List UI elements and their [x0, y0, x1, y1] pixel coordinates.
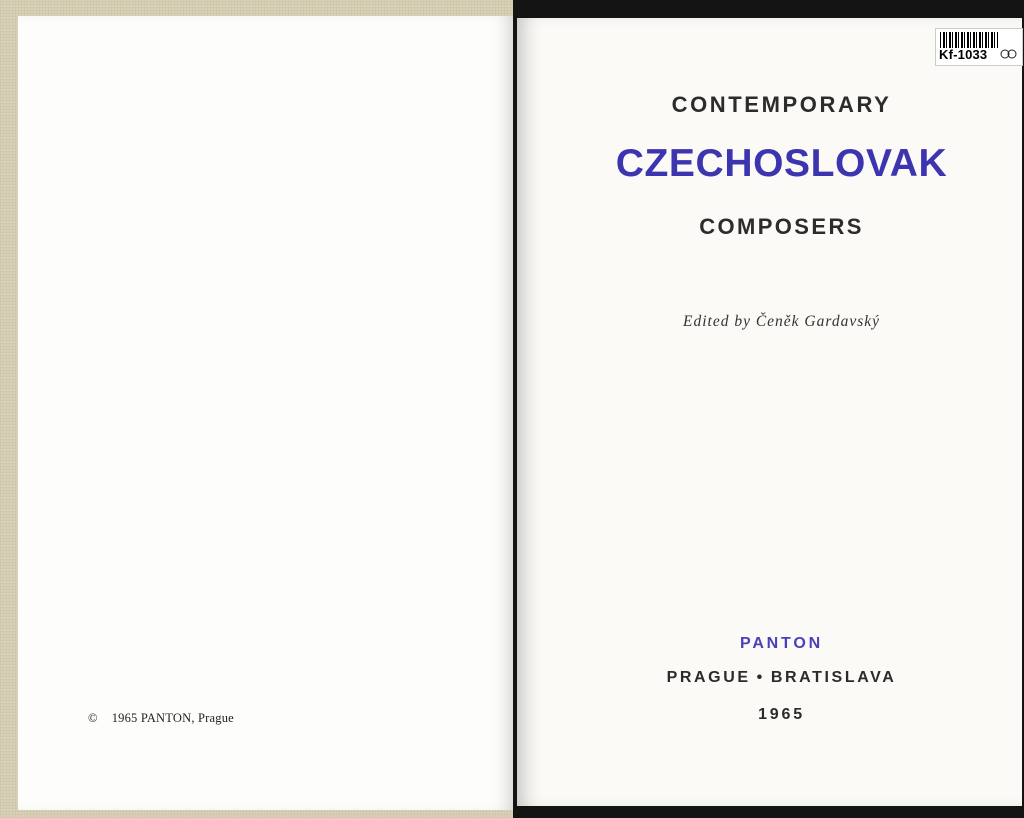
city-prague: PRAGUE — [666, 669, 751, 686]
title-line-2: CZECHOSLOVAK — [615, 142, 948, 185]
title-page — [517, 18, 1022, 806]
publisher-name: PANTON — [740, 635, 823, 652]
editor-credit: Edited by Čeněk Gardavský — [682, 313, 880, 330]
title-line-1: CONTEMPORARY — [671, 92, 892, 117]
copyright-notice — [88, 711, 234, 726]
left-page — [18, 16, 513, 810]
publication-year: 1965 — [758, 706, 805, 723]
library-stamp-icon — [1000, 48, 1018, 60]
city-separator: • — [756, 669, 765, 686]
copyright-text: 1965 PANTON, Prague — [111, 711, 234, 725]
copyright-symbol: © — [88, 711, 98, 725]
publisher-cities — [529, 669, 1024, 687]
barcode-icon — [940, 32, 998, 48]
catalog-code: Kf-1033 — [939, 47, 988, 62]
title-line-3: COMPOSERS — [699, 214, 864, 239]
city-bratislava: BRATISLAVA — [770, 669, 897, 686]
catalog-label — [935, 28, 1023, 66]
